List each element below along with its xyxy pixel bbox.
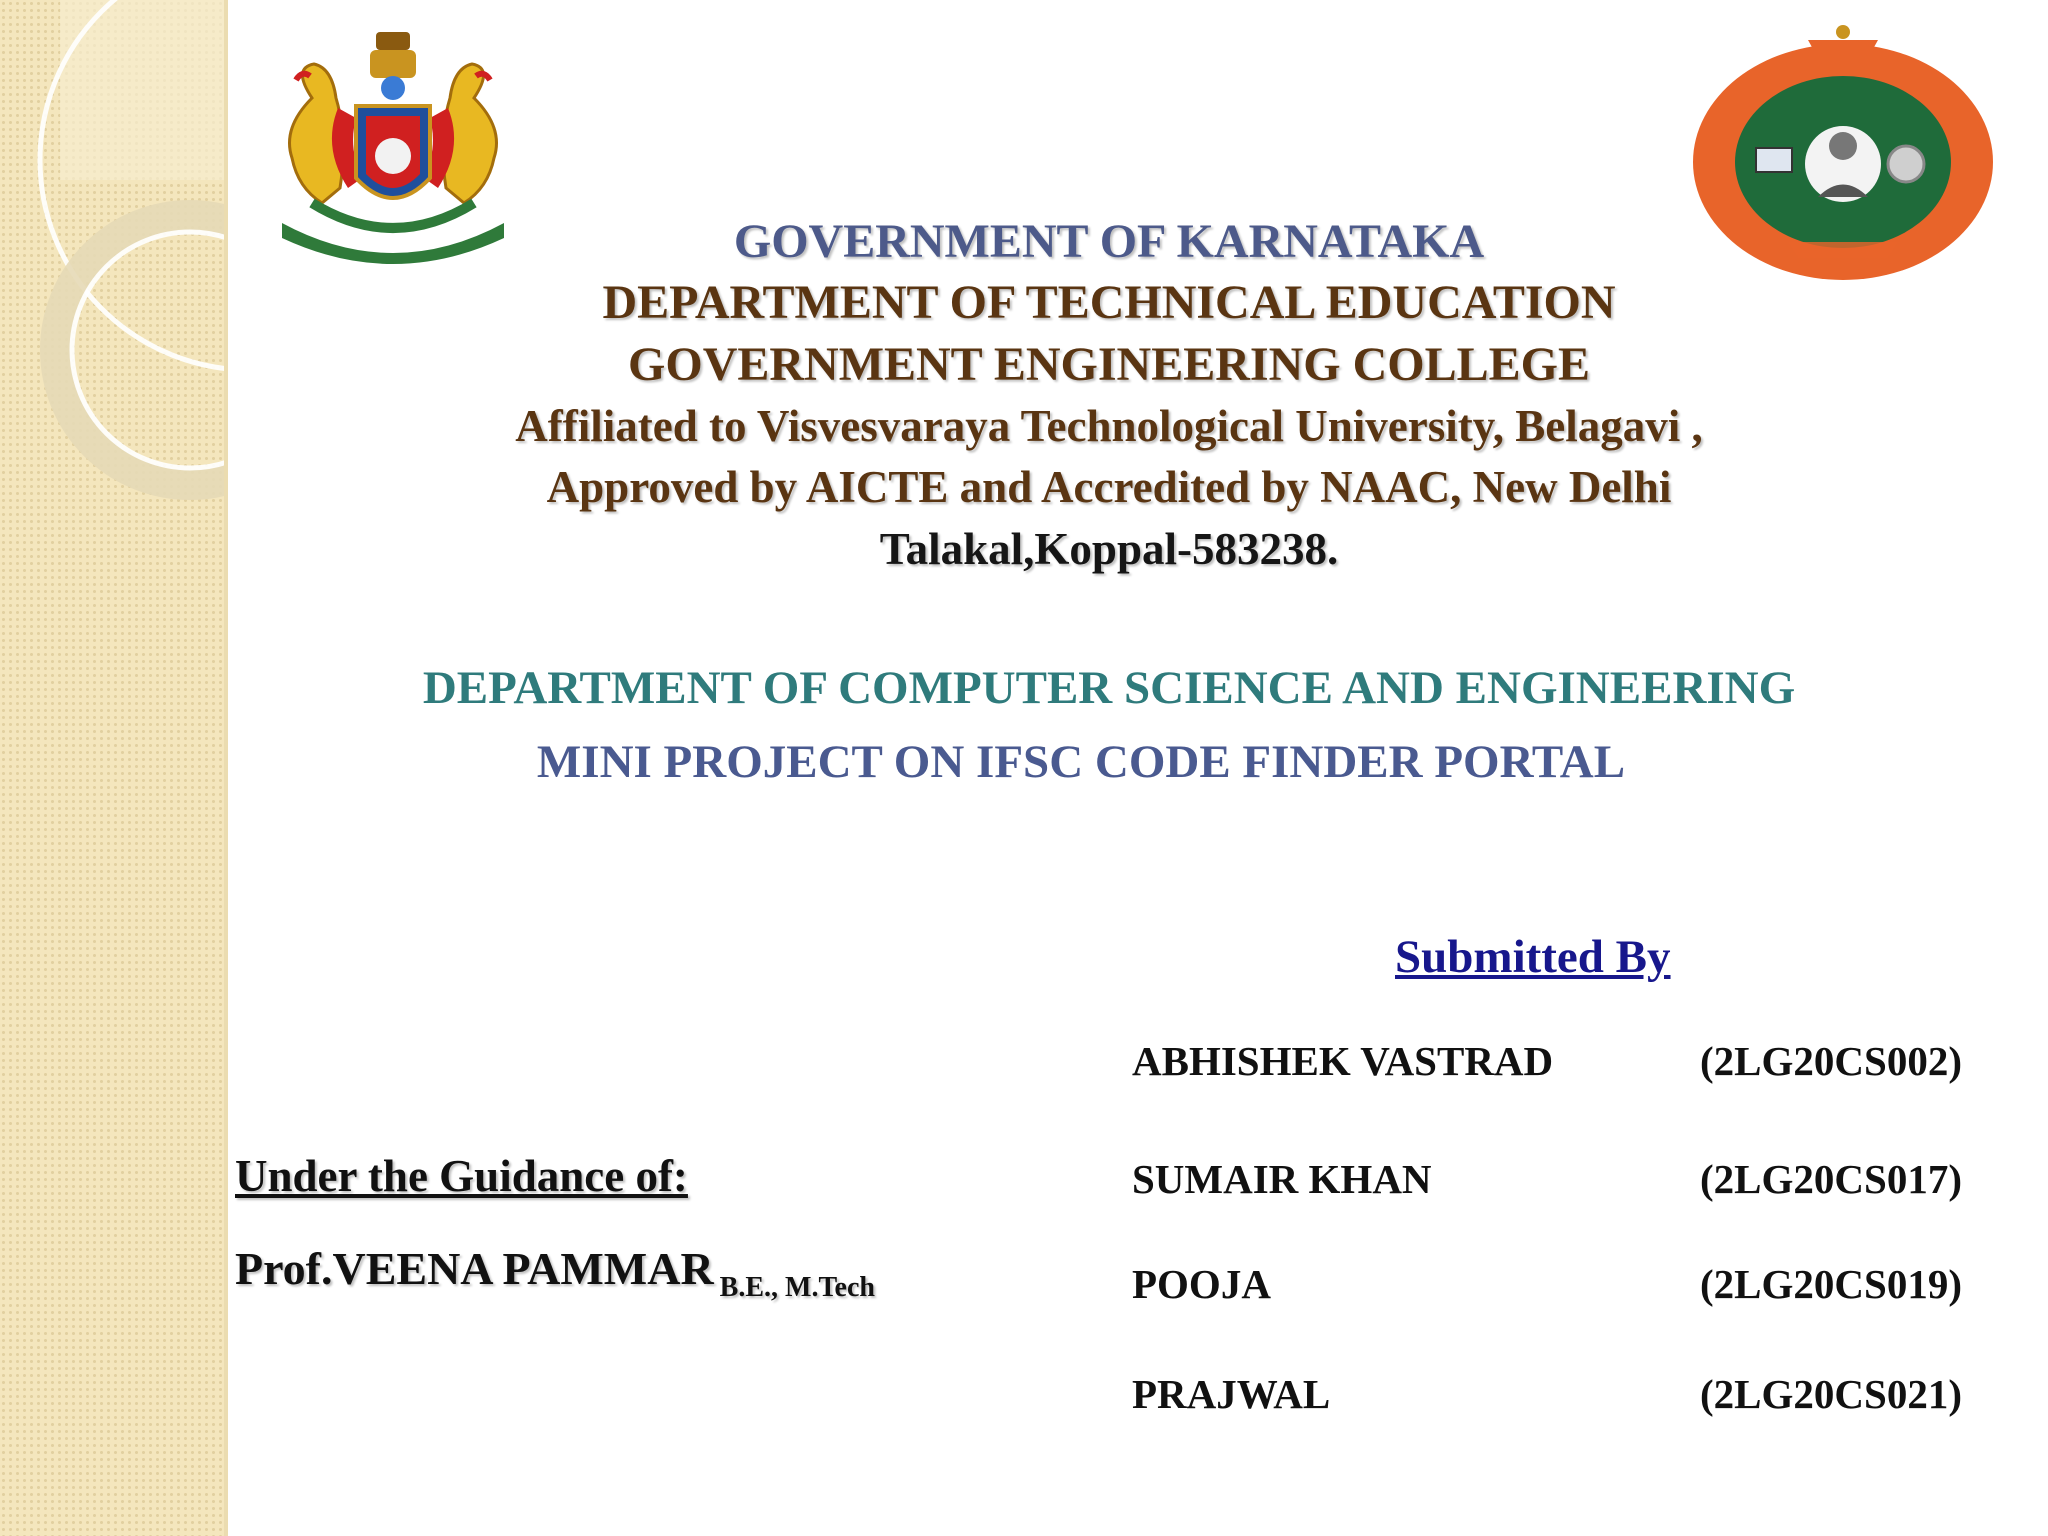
header-college: GOVERNMENT ENGINEERING COLLEGE [628, 338, 1590, 391]
student-row [1132, 1155, 1962, 1205]
guide-name [235, 1242, 875, 1304]
decorative-sidebar [0, 0, 228, 1536]
header-government: GOVERNMENT OF KARNATAKA [733, 215, 1485, 268]
header-approval: Approved by AICTE and Accredited by NAAC, New Delhi [546, 462, 1672, 512]
project-title: MINI PROJECT ON IFSC CODE FINDER PORTAL [536, 736, 1626, 788]
guide-degree: B.E., M.Tech [719, 1272, 875, 1303]
sidebar-edge [224, 0, 228, 1536]
student-name: ABHISHEK VASTRAD [1132, 1038, 1554, 1084]
student-row [1132, 1037, 1962, 1087]
student-id: (2LG20CS017) [1700, 1156, 1962, 1202]
header-department: DEPARTMENT OF TECHNICAL EDUCATION [602, 276, 1616, 329]
student-name: PRAJWAL [1132, 1371, 1331, 1417]
student-id: (2LG20CS002) [1700, 1038, 1962, 1084]
department-title: DEPARTMENT OF COMPUTER SCIENCE AND ENGINEERING [422, 662, 1796, 714]
student-row [1132, 1260, 1962, 1310]
student-id: (2LG20CS021) [1700, 1371, 1962, 1417]
college-header [230, 212, 1988, 580]
sidebar-rings [0, 0, 228, 1536]
header-address: Talakal,Koppal-583238. [879, 524, 1339, 574]
header-affiliation: Affiliated to Visvesvaraya Technological University, Belagavi , [515, 401, 1703, 451]
student-name: SUMAIR KHAN [1132, 1156, 1432, 1202]
student-row [1132, 1370, 1962, 1420]
submitted-by-heading: Submitted By [1395, 931, 1671, 983]
student-id: (2LG20CS019) [1700, 1261, 1962, 1307]
guide-name-text: Prof.VEENA PAMMAR [235, 1243, 714, 1294]
guidance-heading: Under the Guidance of: [235, 1151, 688, 1201]
student-name: POOJA [1132, 1261, 1271, 1307]
